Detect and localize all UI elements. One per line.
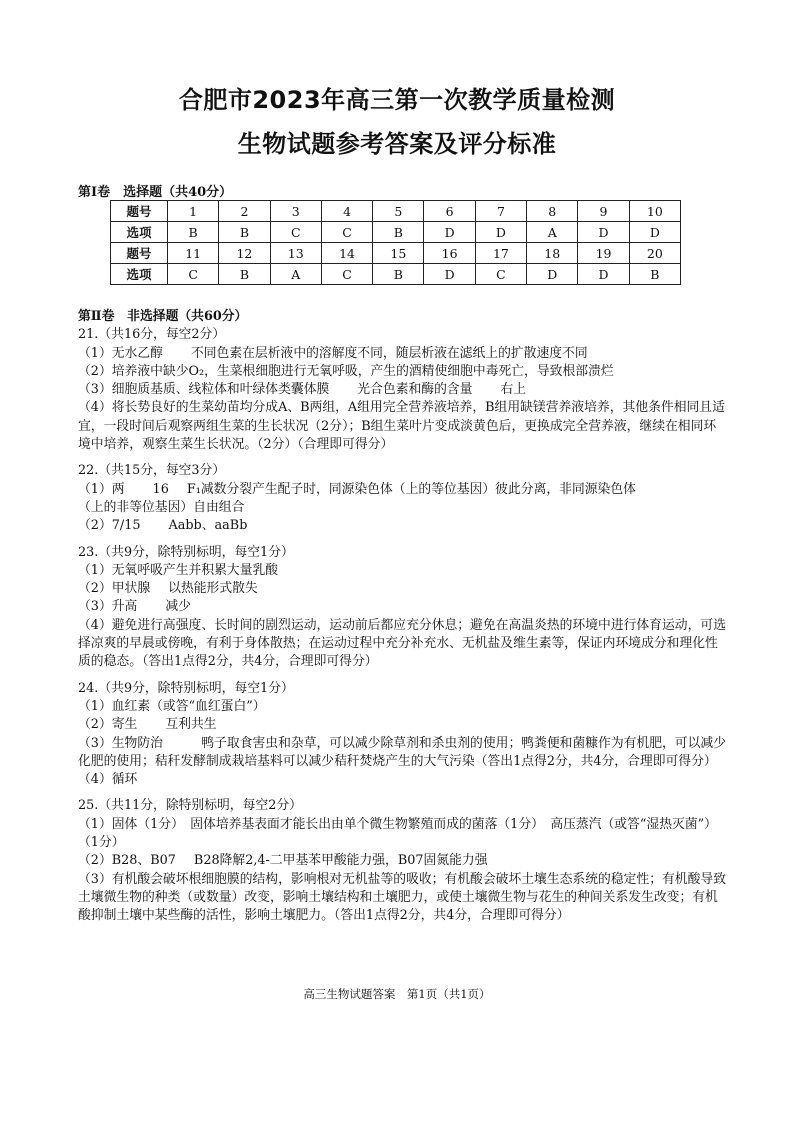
table-cell: B [219,222,270,243]
answer-text: 减少 [165,599,191,615]
table-cell: 3 [270,201,321,222]
table-cell: A [527,222,578,243]
answer-text: （2）甲状腺 [78,581,151,597]
q22-part1 [78,481,728,499]
q25-heading: 25.（共11分，除特别标明，每空2分） [78,798,302,814]
table-row [111,222,681,243]
answer-text: Aabb、aaBb [168,518,248,534]
table-cell: D [629,222,680,243]
table-cell: D [527,264,578,285]
table-cell: 2 [219,201,270,222]
section1-title: 第Ⅰ卷 选择题（共40分） [78,185,233,200]
table-row [111,243,681,264]
table-cell: 9 [578,201,629,222]
section2-content [78,308,728,926]
q22-part2 [78,517,728,535]
table-cell: B [373,264,424,285]
q23-part2 [78,580,728,598]
table-cell: B [373,222,424,243]
answer-text: F₁减数分裂产生配子时，同源染色体（上的等位基因）彼此分离，非同源染色体 [186,481,636,497]
q23-part4: （4）避免进行高强度、长时间的剧烈运动，运动前后都应充分休息；避免在高温炎热的环境中进行体育运动，可选择凉爽的早晨或傍晚，有利于身体散热；在运动过程中充分补充水、无机盐及维生素等，保证内环境成分和理化性质的稳态。（答出1点得2分，共4分，合理即可得分） [78,617,726,670]
answer-text: 以热能形式散失 [168,581,258,597]
q25-part2 [78,852,728,870]
row-label: 选项 [111,222,168,243]
q21-part2: （2）培养液中缺少O₂，生菜根细胞进行无氧呼吸，产生的酒精使细胞中毒死亡，导致根部溃烂 [78,363,614,379]
table-cell: 16 [424,243,475,264]
q24-part4: （4）循环 [78,772,138,788]
answer-text: （3）细胞质基质、线粒体和叶绿体类囊体膜 [78,382,330,398]
table-cell: B [168,222,219,243]
answer-text: （3）升高 [78,599,138,615]
row-label: 题号 [111,243,168,264]
q24-heading: 24.（共9分，除特别标明，每空1分） [78,680,294,696]
q24-part2 [78,716,728,734]
answer-text: B28降解2,4-二甲基苯甲酸能力强，B07固氮能力强 [193,853,488,869]
q23-part3 [78,598,728,616]
answer-text: 光合色素和酶的含量 [357,382,473,398]
q25-part1: （1）固体（1分） 固体培养基表面才能长出由单个微生物繁殖而成的菌落（1分） 高压蒸汽（或答“湿热灭菌”）（1分） [78,816,717,851]
answer-text: （2）寄生 [78,717,138,733]
page-title: 合肥市2023年高三第一次教学质量检测 [178,86,616,114]
q21-heading: 21.（共16分，每空2分） [78,327,226,343]
page-footer: 高三生物试题答案 第1页（共1页） [303,987,491,1001]
page-subtitle: 生物试题参考答案及评分标准 [237,130,557,158]
table-cell: 17 [475,243,526,264]
q22-part1-cont: （上的非等位基因）自由组合 [78,499,245,515]
q23-heading: 23.（共9分，除特别标明，每空1分） [78,544,294,560]
answer-text: 右上 [500,382,527,398]
table-cell: 14 [321,243,372,264]
table-cell: D [578,222,629,243]
table-cell: 1 [168,201,219,222]
table-cell: 8 [527,201,578,222]
answer-text: （1）无水乙醇 [78,345,163,361]
q21-part3 [78,381,728,399]
answer-text: 不同色素在层析液中的溶解度不同，随层析液在滤纸上的扩散速度不同 [190,345,588,361]
row-label: 选项 [111,264,168,285]
q21-part1 [78,345,728,363]
q22-heading: 22.（共15分，每空3分） [78,463,226,479]
table-cell: C [321,264,372,285]
q25-part3: （3）有机酸会破坏根细胞膜的结构，影响根对无机盐等的吸收；有机酸会破坏土壤生态系统的稳定性；有机酸导致土壤微生物的种类（或数量）改变，影响土壤结构和土壤肥力，或使土壤微生物与花生的种间关系发生改变；有机酸抑制土壤中某些酶的活性，影响土壤肥力。（答出1点得2分，共4分，合理即可得分） [78,871,726,924]
table-row [111,201,681,222]
table-cell: 4 [321,201,372,222]
answer-text: （2）B28、B07 [78,853,176,869]
table-cell: C [168,264,219,285]
q24-part1: （1）血红素（或答“血红蛋白”） [78,698,266,714]
section2-title: 第Ⅱ卷 非选择题（共60分） [78,309,248,324]
table-cell: 18 [527,243,578,264]
answer-text: 16 [152,481,169,497]
table-cell: 20 [629,243,680,264]
q24-part3: （3）生物防治 鸭子取食害虫和杂草，可以减少除草剂和杀虫剂的使用；鸭粪便和菌糠作为有机肥，可以减少化肥的使用；秸秆发酵制成栽培基料可以减少秸秆焚烧产生的大气污染（答出1点得2分，共4分，合理即可得分） [78,735,726,769]
table-cell: D [475,222,526,243]
table-cell: 12 [219,243,270,264]
table-cell: D [578,264,629,285]
table-cell: D [424,222,475,243]
table-cell: B [629,264,680,285]
answer-text: 互利共生 [165,717,217,733]
table-cell: 15 [373,243,424,264]
table-cell: C [475,264,526,285]
table-cell: 10 [629,201,680,222]
table-cell: 5 [373,201,424,222]
table-row [111,264,681,285]
table-cell: C [270,222,321,243]
q23-part1: （1）无氧呼吸产生并积累大量乳酸 [78,562,279,578]
table-cell: 7 [475,201,526,222]
table-cell: D [424,264,475,285]
table-cell: 11 [168,243,219,264]
table-cell: 13 [270,243,321,264]
table-cell: C [321,222,372,243]
row-label: 题号 [111,201,168,222]
answer-text: （1）两 [78,481,125,497]
answer-table [110,200,681,285]
table-cell: A [270,264,321,285]
answer-text: （2）7/15 [78,518,141,534]
q21-part4: （4）将长势良好的生菜幼苗均分成A、B两组，A组用完全营养液培养，B组用缺镁营养液培养，其他条件相同且适宜，一段时间后观察两组生菜的生长状况（2分）；B组生菜叶片变成淡黄色后，更换成完全营养液，继续在相同环境中培养，观察生菜生长状况。（2分）（合理即可得分） [78,400,725,453]
table-cell: 19 [578,243,629,264]
table-cell: B [219,264,270,285]
table-cell: 6 [424,201,475,222]
